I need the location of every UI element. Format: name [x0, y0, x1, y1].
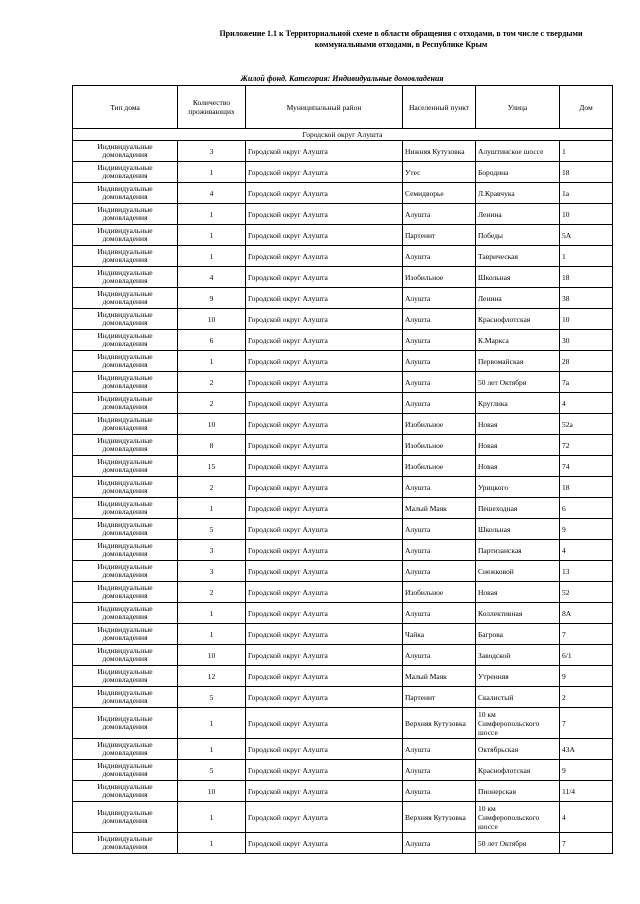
cell-street: Новая: [476, 435, 560, 456]
cell-residents: 10: [178, 781, 246, 802]
table-row: [73, 781, 613, 802]
cell-type: Индивидуальные домовладения: [73, 802, 178, 833]
cell-house: 1: [560, 246, 613, 267]
cell-street: Снежковой: [476, 561, 560, 582]
cell-residents: 10: [178, 309, 246, 330]
cell-type: Индивидуальные домовладения: [73, 708, 178, 739]
cell-locality: Алушта: [403, 372, 476, 393]
cell-street: Круглика: [476, 393, 560, 414]
cell-district: Городской округ Алушта: [246, 246, 403, 267]
cell-district: Городской округ Алушта: [246, 708, 403, 739]
cell-district: Городской округ Алушта: [246, 645, 403, 666]
cell-district: Городской округ Алушта: [246, 225, 403, 246]
cell-locality: Партенит: [403, 225, 476, 246]
cell-residents: 1: [178, 802, 246, 833]
cell-house: 4: [560, 393, 613, 414]
cell-locality: Алушта: [403, 246, 476, 267]
cell-type: Индивидуальные домовладения: [73, 477, 178, 498]
cell-type: Индивидуальные домовладения: [73, 519, 178, 540]
cell-residents: 1: [178, 351, 246, 372]
cell-house: 7: [560, 624, 613, 645]
col-header-type: Тип дома: [73, 86, 178, 129]
cell-district: Городской округ Алушта: [246, 561, 403, 582]
cell-district: Городской округ Алушта: [246, 288, 403, 309]
cell-locality: Алушта: [403, 603, 476, 624]
table-row: [73, 687, 613, 708]
cell-street: Пешеходная: [476, 498, 560, 519]
table-row: [73, 666, 613, 687]
cell-street: Скалистый: [476, 687, 560, 708]
cell-locality: Алушта: [403, 477, 476, 498]
cell-district: Городской округ Алушта: [246, 687, 403, 708]
header-line-1: Приложение 1.1 к Территориальной схеме в области обращения с отходами, в том числе с твердыми: [219, 29, 583, 38]
cell-district: Городской округ Алушта: [246, 498, 403, 519]
cell-house: 52: [560, 582, 613, 603]
col-header-district: Муниципальный район: [246, 86, 403, 129]
cell-residents: 3: [178, 540, 246, 561]
cell-house: 1: [560, 141, 613, 162]
table-row: [73, 498, 613, 519]
cell-residents: 1: [178, 624, 246, 645]
cell-district: Городской округ Алушта: [246, 141, 403, 162]
cell-street: Ленина: [476, 204, 560, 225]
cell-locality: Алушта: [403, 288, 476, 309]
table-row: [73, 372, 613, 393]
cell-street: Алуштинское шоссе: [476, 141, 560, 162]
cell-type: Индивидуальные домовладения: [73, 351, 178, 372]
table-row: [73, 141, 613, 162]
cell-type: Индивидуальные домовладения: [73, 288, 178, 309]
group-row: [73, 129, 613, 141]
cell-locality: Изобильное: [403, 267, 476, 288]
cell-residents: 15: [178, 456, 246, 477]
cell-street: К.Маркса: [476, 330, 560, 351]
cell-type: Индивидуальные домовладения: [73, 687, 178, 708]
table-row: [73, 225, 613, 246]
cell-district: Городской округ Алушта: [246, 372, 403, 393]
cell-type: Индивидуальные домовладения: [73, 498, 178, 519]
cell-house: 6: [560, 498, 613, 519]
cell-locality: Алушта: [403, 393, 476, 414]
cell-district: Городской округ Алушта: [246, 802, 403, 833]
table-row: [73, 603, 613, 624]
cell-residents: 6: [178, 330, 246, 351]
cell-type: Индивидуальные домовладения: [73, 833, 178, 854]
cell-house: 5А: [560, 225, 613, 246]
cell-street: Урицкого: [476, 477, 560, 498]
housing-table: [72, 85, 613, 854]
cell-locality: Алушта: [403, 781, 476, 802]
cell-street: 50 лет Октября: [476, 833, 560, 854]
cell-house: 9: [560, 666, 613, 687]
cell-locality: Изобильное: [403, 435, 476, 456]
cell-house: 18: [560, 267, 613, 288]
cell-district: Городской округ Алушта: [246, 456, 403, 477]
cell-type: Индивидуальные домовладения: [73, 183, 178, 204]
cell-district: Городской округ Алушта: [246, 519, 403, 540]
cell-type: Индивидуальные домовладения: [73, 666, 178, 687]
cell-locality: Алушта: [403, 645, 476, 666]
table-row: [73, 267, 613, 288]
cell-type: Индивидуальные домовладения: [73, 162, 178, 183]
cell-locality: Алушта: [403, 561, 476, 582]
cell-type: Индивидуальные домовладения: [73, 582, 178, 603]
table-row: [73, 802, 613, 833]
cell-street: Новая: [476, 456, 560, 477]
cell-district: Городской округ Алушта: [246, 477, 403, 498]
table-row: [73, 456, 613, 477]
cell-locality: Утес: [403, 162, 476, 183]
cell-house: 28: [560, 351, 613, 372]
cell-residents: 10: [178, 414, 246, 435]
table-row: [73, 739, 613, 760]
cell-residents: 5: [178, 760, 246, 781]
cell-residents: 2: [178, 393, 246, 414]
cell-type: Индивидуальные домовладения: [73, 414, 178, 435]
cell-house: 10: [560, 309, 613, 330]
cell-district: Городской округ Алушта: [246, 582, 403, 603]
cell-street: Багрова: [476, 624, 560, 645]
cell-house: 1а: [560, 183, 613, 204]
col-header-locality: Населенный пункт: [403, 86, 476, 129]
cell-district: Городской округ Алушта: [246, 183, 403, 204]
cell-locality: Нижняя Кутузовка: [403, 141, 476, 162]
cell-residents: 8: [178, 435, 246, 456]
cell-type: Индивидуальные домовладения: [73, 540, 178, 561]
cell-district: Городской округ Алушта: [246, 162, 403, 183]
table-row: [73, 582, 613, 603]
group-label: Городской округ Алушта: [73, 129, 613, 141]
cell-residents: 3: [178, 141, 246, 162]
cell-locality: Алушта: [403, 739, 476, 760]
table-row: [73, 246, 613, 267]
cell-type: Индивидуальные домовладения: [73, 393, 178, 414]
cell-type: Индивидуальные домовладения: [73, 781, 178, 802]
cell-district: Городской округ Алушта: [246, 267, 403, 288]
cell-type: Индивидуальные домовладения: [73, 204, 178, 225]
cell-street: 50 лет Октября: [476, 372, 560, 393]
table-row: [73, 561, 613, 582]
table-row: [73, 204, 613, 225]
cell-residents: 1: [178, 204, 246, 225]
table-row: [73, 309, 613, 330]
cell-district: Городской округ Алушта: [246, 833, 403, 854]
cell-locality: Изобильное: [403, 414, 476, 435]
cell-locality: Семидворье: [403, 183, 476, 204]
cell-house: 13: [560, 561, 613, 582]
cell-street: Партизанская: [476, 540, 560, 561]
table-row: [73, 760, 613, 781]
cell-district: Городской округ Алушта: [246, 309, 403, 330]
cell-locality: Партенит: [403, 687, 476, 708]
cell-type: Индивидуальные домовладения: [73, 309, 178, 330]
cell-residents: 1: [178, 603, 246, 624]
cell-locality: Малый Маяк: [403, 498, 476, 519]
cell-district: Городской округ Алушта: [246, 760, 403, 781]
cell-house: 38: [560, 288, 613, 309]
cell-house: 9: [560, 760, 613, 781]
cell-house: 4: [560, 802, 613, 833]
cell-district: Городской округ Алушта: [246, 204, 403, 225]
cell-street: Краснофлотская: [476, 309, 560, 330]
table-row: [73, 351, 613, 372]
cell-house: 52а: [560, 414, 613, 435]
cell-house: 18: [560, 162, 613, 183]
cell-district: Городской округ Алушта: [246, 330, 403, 351]
cell-district: Городской округ Алушта: [246, 435, 403, 456]
cell-street: Коллективная: [476, 603, 560, 624]
table-row: [73, 183, 613, 204]
cell-residents: 2: [178, 372, 246, 393]
table-caption: Жилой фонд. Категория: Индивидуальные домовладения: [240, 74, 444, 83]
cell-locality: Верхняя Кутузовка: [403, 708, 476, 739]
cell-locality: Алушта: [403, 351, 476, 372]
table-row: [73, 624, 613, 645]
col-header-residents: Количество проживающих: [178, 86, 246, 129]
cell-locality: Алушта: [403, 540, 476, 561]
col-header-street: Улица: [476, 86, 560, 129]
cell-locality: Алушта: [403, 330, 476, 351]
cell-house: 72: [560, 435, 613, 456]
cell-type: Индивидуальные домовладения: [73, 330, 178, 351]
table-row: [73, 330, 613, 351]
cell-street: Заводской: [476, 645, 560, 666]
cell-house: 9: [560, 519, 613, 540]
cell-house: 18: [560, 477, 613, 498]
cell-street: Краснофлотская: [476, 760, 560, 781]
cell-residents: 1: [178, 162, 246, 183]
cell-type: Индивидуальные домовладения: [73, 645, 178, 666]
table-row: [73, 393, 613, 414]
cell-type: Индивидуальные домовладения: [73, 225, 178, 246]
cell-locality: Алушта: [403, 760, 476, 781]
document-header: [186, 28, 616, 50]
cell-residents: 1: [178, 833, 246, 854]
cell-type: Индивидуальные домовладения: [73, 141, 178, 162]
cell-district: Городской округ Алушта: [246, 739, 403, 760]
cell-street: Бородина: [476, 162, 560, 183]
cell-residents: 2: [178, 477, 246, 498]
cell-house: 30: [560, 330, 613, 351]
cell-district: Городской округ Алушта: [246, 351, 403, 372]
cell-residents: 5: [178, 687, 246, 708]
cell-street: Школьная: [476, 267, 560, 288]
cell-type: Индивидуальные домовладения: [73, 267, 178, 288]
cell-residents: 1: [178, 498, 246, 519]
table-row: [73, 477, 613, 498]
cell-street: Новая: [476, 582, 560, 603]
cell-house: 10: [560, 204, 613, 225]
cell-house: 6/1: [560, 645, 613, 666]
cell-type: Индивидуальные домовладения: [73, 561, 178, 582]
cell-type: Индивидуальные домовладения: [73, 435, 178, 456]
cell-residents: 10: [178, 645, 246, 666]
cell-type: Индивидуальные домовладения: [73, 456, 178, 477]
cell-locality: Изобильное: [403, 456, 476, 477]
cell-residents: 1: [178, 708, 246, 739]
cell-street: Первомайская: [476, 351, 560, 372]
cell-street: Пионерская: [476, 781, 560, 802]
cell-locality: Алушта: [403, 519, 476, 540]
cell-residents: 1: [178, 225, 246, 246]
header-row: [73, 86, 613, 129]
cell-street: Школьная: [476, 519, 560, 540]
cell-house: 43А: [560, 739, 613, 760]
cell-street: Таврическая: [476, 246, 560, 267]
cell-locality: Алушта: [403, 833, 476, 854]
cell-street: Октябрьская: [476, 739, 560, 760]
col-header-house: Дом: [560, 86, 613, 129]
cell-street: Новая: [476, 414, 560, 435]
cell-house: 7а: [560, 372, 613, 393]
cell-house: 7: [560, 833, 613, 854]
table-row: [73, 435, 613, 456]
cell-type: Индивидуальные домовладения: [73, 246, 178, 267]
cell-residents: 9: [178, 288, 246, 309]
table-row: [73, 708, 613, 739]
cell-district: Городской округ Алушта: [246, 666, 403, 687]
cell-house: 7: [560, 708, 613, 739]
cell-residents: 1: [178, 246, 246, 267]
cell-street: Ленина: [476, 288, 560, 309]
table-row: [73, 414, 613, 435]
cell-residents: 5: [178, 519, 246, 540]
cell-locality: Чайка: [403, 624, 476, 645]
cell-district: Городской округ Алушта: [246, 603, 403, 624]
table-row: [73, 540, 613, 561]
cell-type: Индивидуальные домовладения: [73, 739, 178, 760]
cell-house: 8А: [560, 603, 613, 624]
cell-locality: Алушта: [403, 204, 476, 225]
cell-street: 10 км Симферопольского шоссе: [476, 802, 560, 833]
cell-locality: Алушта: [403, 309, 476, 330]
cell-type: Индивидуальные домовладения: [73, 372, 178, 393]
cell-type: Индивидуальные домовладения: [73, 624, 178, 645]
cell-locality: Верхняя Кутузовка: [403, 802, 476, 833]
cell-type: Индивидуальные домовладения: [73, 760, 178, 781]
cell-district: Городской округ Алушта: [246, 414, 403, 435]
header-line-2: коммунальными отходами, в Республике Крым: [314, 40, 488, 49]
cell-house: 74: [560, 456, 613, 477]
cell-house: 2: [560, 687, 613, 708]
cell-street: Победы: [476, 225, 560, 246]
cell-residents: 4: [178, 267, 246, 288]
cell-locality: Изобильное: [403, 582, 476, 603]
cell-street: Утренняя: [476, 666, 560, 687]
cell-district: Городской округ Алушта: [246, 624, 403, 645]
cell-district: Городской округ Алушта: [246, 540, 403, 561]
cell-locality: Малый Маяк: [403, 666, 476, 687]
cell-residents: 4: [178, 183, 246, 204]
table-row: [73, 519, 613, 540]
cell-street: Л.Кравчука: [476, 183, 560, 204]
table-row: [73, 288, 613, 309]
cell-residents: 2: [178, 582, 246, 603]
cell-house: 11/4: [560, 781, 613, 802]
table-row: [73, 162, 613, 183]
cell-residents: 12: [178, 666, 246, 687]
cell-district: Городской округ Алушта: [246, 393, 403, 414]
cell-district: Городской округ Алушта: [246, 781, 403, 802]
cell-residents: 1: [178, 739, 246, 760]
table-row: [73, 833, 613, 854]
cell-house: 4: [560, 540, 613, 561]
cell-type: Индивидуальные домовладения: [73, 603, 178, 624]
cell-street: 10 км Симферопольского шоссе: [476, 708, 560, 739]
table-row: [73, 645, 613, 666]
cell-residents: 3: [178, 561, 246, 582]
